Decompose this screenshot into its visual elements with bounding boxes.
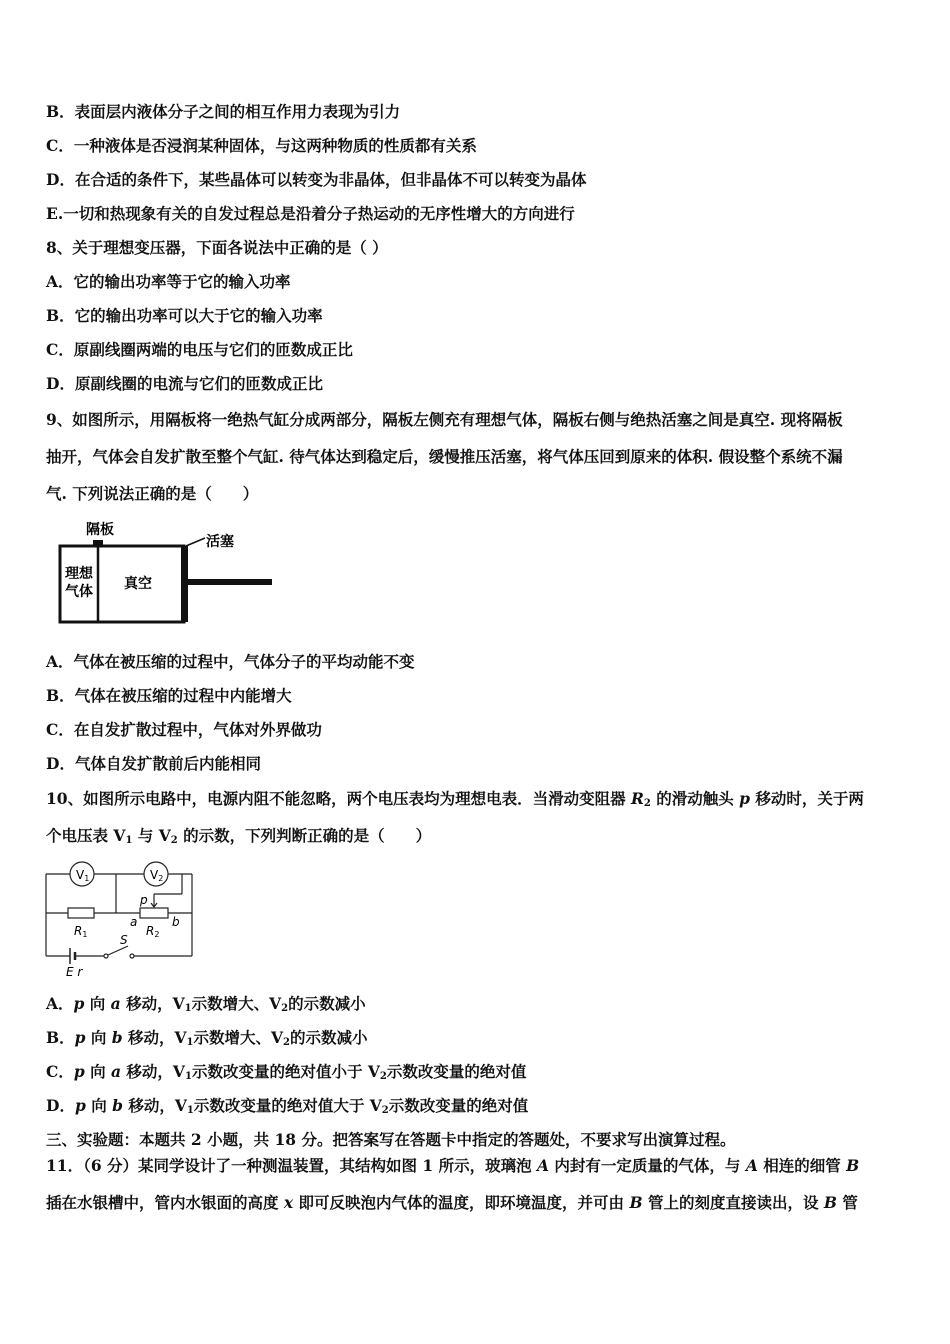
q9-option-b: B．气体在被压缩的过程中内能增大 — [46, 686, 292, 705]
q8-option-d: D．原副线圈的电流与它们的匝数成正比 — [46, 374, 323, 393]
partition-handle — [93, 540, 103, 547]
q7-option-e: E.一切和热现象有关的自发过程总是沿着分子热运动的无序性增大的方向进行 — [46, 204, 575, 223]
svg-text:V2 — [150, 868, 163, 883]
q9-stem-line3: 气. 下列说法正确的是（ ） — [46, 484, 259, 503]
q10-stem-text-b: 的滑动触头 — [650, 789, 740, 808]
svg-text:R2 — [146, 924, 159, 939]
v1-label: V — [76, 868, 85, 882]
q10a-dir: 向 — [84, 994, 111, 1013]
q10a-p: p — [73, 994, 85, 1013]
q10b-key: B． — [46, 1028, 75, 1047]
q10c-end: 示数改变量的绝对值 — [386, 1062, 527, 1081]
q10-stem2-text-c: 的示数，下列判断正确的是（ ） — [177, 826, 432, 845]
q10-option-d — [46, 1096, 528, 1121]
q10d-p: p — [74, 1096, 86, 1115]
q8-option-b: B．它的输出功率可以大于它的输入功率 — [46, 306, 323, 325]
q10b-sub2: 2 — [283, 1037, 290, 1048]
r1-label: R — [74, 924, 83, 938]
q10-stem-p: p — [739, 789, 750, 808]
q11-l1-b: 内封有一定质量的气体，与 — [549, 1156, 746, 1175]
q10c-sub1: 1 — [184, 1071, 192, 1082]
q11-a1: A — [536, 1156, 550, 1175]
section3-heading: 三、实验题：本题共 2 小题，共 18 分。把答案写在答题卡中指定的答题处，不要求写出演算过程。 — [46, 1130, 736, 1149]
q10-circuit-figure — [40, 858, 210, 980]
r2-label-sub: 2 — [154, 930, 160, 939]
q10a-target: a — [110, 994, 121, 1013]
q11-l2-d: 管 — [836, 1193, 858, 1212]
q10c-key: C． — [46, 1062, 74, 1081]
q10-option-a — [46, 994, 366, 1019]
q10b-target: b — [111, 1028, 123, 1047]
switch-s-label: S — [120, 933, 128, 947]
q10d-key: D． — [46, 1096, 75, 1115]
q10-stem2-text-a: 个电压表 V — [46, 826, 126, 845]
q7-option-d: D．在合适的条件下，某些晶体可以转变为非晶体，但非晶体不可以转变为晶体 — [46, 170, 587, 189]
q10c-mid: 移动，V — [121, 1062, 185, 1081]
q11-x: x — [283, 1193, 294, 1212]
battery-er-label: E r — [66, 965, 83, 979]
q10b-end: 的示数减小 — [290, 1028, 368, 1047]
q8-option-c: C．原副线圈两端的电压与它们的匝数成正比 — [46, 340, 353, 359]
q10-stem-r-sub: 2 — [643, 798, 651, 809]
q10c-sub2: 2 — [379, 1071, 387, 1082]
q10a-end: 的示数减小 — [288, 994, 366, 1013]
q10d-mid2: 示数改变量的绝对值大于 V — [193, 1096, 382, 1115]
q11-b2: B — [629, 1193, 643, 1212]
piston-label: 活塞 — [206, 534, 234, 550]
q7-option-b: B．表面层内液体分子之间的相互作用力表现为引力 — [46, 102, 401, 121]
q10-stem2-sub1: 1 — [125, 835, 133, 846]
q10c-dir: 向 — [84, 1062, 111, 1081]
piston-leader — [186, 538, 205, 546]
svg-text:R1 — [74, 924, 87, 939]
q10a-mid2: 示数增大、V — [191, 994, 282, 1013]
svg-text:V1 — [76, 868, 89, 883]
q10b-mid: 移动，V — [122, 1028, 187, 1047]
r2-label: R — [146, 924, 155, 938]
q10-stem-r: R — [630, 789, 644, 808]
q9-option-d: D．气体自发扩散前后内能相同 — [46, 754, 261, 773]
q11-b1: B — [846, 1156, 860, 1175]
vacuum-label: 真空 — [124, 576, 152, 592]
q11-l1-c: 相连的细管 — [757, 1156, 847, 1175]
r1-label-sub: 1 — [82, 930, 88, 939]
q10-stem2-text-b: 与 V — [132, 826, 171, 845]
q9-cylinder-figure — [50, 516, 280, 628]
q10a-sub2: 2 — [281, 1003, 289, 1014]
q10d-target: b — [112, 1096, 123, 1115]
gas-label-line1: 理想 — [65, 566, 93, 582]
slider-p-label: p — [140, 893, 148, 907]
q10d-mid: 移动，V — [122, 1096, 187, 1115]
q10a-mid: 移动，V — [120, 994, 185, 1013]
v2-label-sub: 2 — [158, 874, 164, 883]
q10b-mid2: 示数增大、V — [193, 1028, 284, 1047]
q10d-end: 示数改变量的绝对值 — [388, 1096, 529, 1115]
terminal-b-label: b — [172, 915, 180, 929]
q10b-p: p — [74, 1028, 86, 1047]
resistor-r1 — [68, 908, 94, 918]
q10-option-c — [46, 1062, 526, 1087]
q11-line2 — [46, 1193, 858, 1213]
q11-a2: A — [745, 1156, 758, 1175]
q10c-mid2: 示数改变量的绝对值小于 V — [191, 1062, 380, 1081]
v2-label: V — [150, 868, 159, 882]
q11-l2-c: 管上的刻度直接读出，设 — [642, 1193, 824, 1212]
q11-l2-b: 即可反映泡内气体的温度，即环境温度，并可由 — [293, 1193, 630, 1212]
v1-label-sub: 1 — [84, 874, 90, 883]
q10b-dir: 向 — [85, 1028, 112, 1047]
switch-blade — [108, 946, 128, 955]
q10-stem-text-c: 移动时，关于两 — [749, 789, 864, 808]
q11-l1-a: 11．（6 分）某同学设计了一种测温装置，其结构如图 1 所示，玻璃泡 — [46, 1156, 537, 1175]
q10-stem-line2 — [46, 826, 431, 851]
q10-stem-line1 — [46, 789, 864, 814]
partition-label: 隔板 — [86, 522, 114, 538]
q10d-sub2: 2 — [381, 1105, 389, 1116]
q10-option-b — [46, 1028, 368, 1053]
q9-stem-line1: 9、如图所示，用隔板将一绝热气缸分成两部分，隔板左侧充有理想气体，隔板右侧与绝热活塞之间是真空. 现将隔板 — [46, 410, 843, 429]
q8-stem: 8、关于理想变压器，下面各说法中正确的是（ ） — [46, 238, 388, 257]
q10a-sub1: 1 — [184, 1003, 192, 1014]
terminal-a-label: a — [130, 915, 138, 929]
resistor-r2 — [140, 908, 168, 918]
q10d-dir: 向 — [85, 1096, 113, 1115]
q10c-p: p — [73, 1062, 85, 1081]
q10b-sub1: 1 — [186, 1037, 194, 1048]
piston — [181, 546, 188, 622]
q9-option-a: A．气体在被压缩的过程中，气体分子的平均动能不变 — [46, 652, 415, 671]
q11-l2-a: 插在水银槽中，管内水银面的高度 — [46, 1193, 284, 1212]
q10d-sub1: 1 — [186, 1105, 194, 1116]
q10-stem-text-a: 10、如图所示电路中，电源内阻不能忽略，两个电压表均为理想电表．当滑动变阻器 — [46, 789, 631, 808]
q7-option-c: C．一种液体是否浸润某种固体，与这两种物质的性质都有关系 — [46, 136, 477, 155]
q11-line1 — [46, 1156, 859, 1176]
q10a-key: A． — [46, 994, 74, 1013]
q9-stem-line2: 抽开，气体会自发扩散至整个气缸. 待气体达到稳定后，缓慢推压活塞，将气体压回到原来的体积. 假设整个系统不漏 — [46, 447, 843, 466]
q9-option-c: C．在自发扩散过程中，气体对外界做功 — [46, 720, 322, 739]
gas-label-line2: 气体 — [65, 584, 93, 600]
q8-option-a: A．它的输出功率等于它的输入功率 — [46, 272, 291, 291]
q10c-target: a — [110, 1062, 122, 1081]
q11-b3: B — [823, 1193, 837, 1212]
q10-stem2-sub2: 2 — [170, 835, 178, 846]
